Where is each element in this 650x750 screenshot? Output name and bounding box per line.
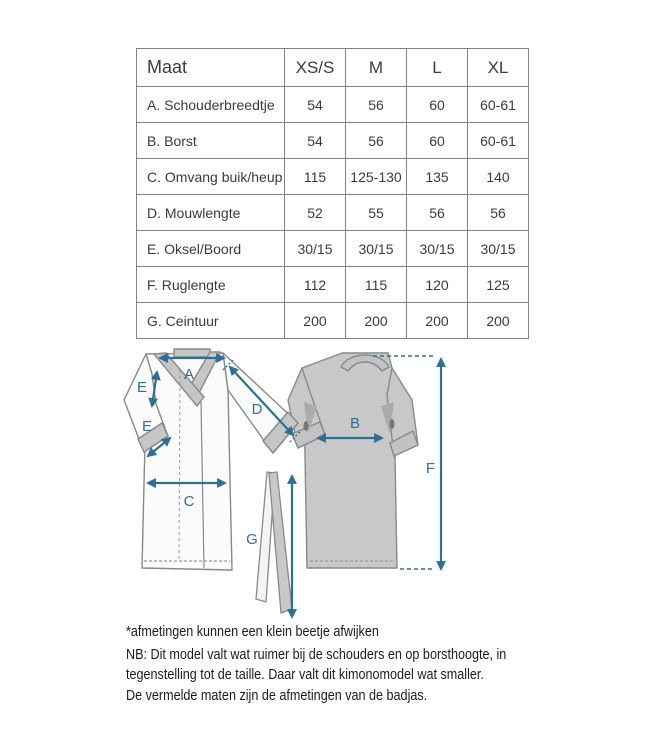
front-neck-band (174, 349, 210, 357)
table-header-row (137, 49, 529, 87)
header-cell-xss: XS/S (285, 49, 346, 87)
diagram-label-f: F (425, 460, 435, 477)
note-nb-line3: De vermelde maten zijn de afmetingen van de badjas. (126, 686, 428, 704)
table-cell: 60 (407, 123, 468, 159)
table-cell: 30/15 (407, 231, 468, 267)
footnotes (126, 622, 546, 706)
row-label: B. Borst (137, 123, 285, 159)
table-row (137, 267, 529, 303)
table-cell: 60-61 (468, 87, 529, 123)
diagram-label-d: D (251, 401, 263, 418)
table-cell: 115 (346, 267, 407, 303)
table-cell: 125-130 (346, 159, 407, 195)
diagram-label-e-top: E (136, 379, 148, 396)
note-asterisk: *afmetingen kunnen een klein beetje afwijken (126, 623, 379, 640)
belt-illustration (256, 472, 292, 613)
table-cell: 200 (468, 303, 529, 339)
diagram-label-a: A (183, 366, 195, 383)
table-cell: 140 (468, 159, 529, 195)
row-label: C. Omvang buik/heup (137, 159, 285, 195)
table-cell: 60 (407, 87, 468, 123)
header-cell-l: L (407, 49, 468, 87)
table-cell: 115 (285, 159, 346, 195)
table-cell: 30/15 (285, 231, 346, 267)
table-row (137, 303, 529, 339)
table-cell: 120 (407, 267, 468, 303)
table-row (137, 159, 529, 195)
table-cell: 56 (407, 195, 468, 231)
header-cell-m: M (346, 49, 407, 87)
table-cell: 135 (407, 159, 468, 195)
row-label: D. Mouwlengte (137, 195, 285, 231)
table-cell: 200 (407, 303, 468, 339)
table-cell: 54 (285, 87, 346, 123)
table-row (137, 123, 529, 159)
row-label: F. Ruglengte (137, 267, 285, 303)
table-cell: 125 (468, 267, 529, 303)
table-cell: 200 (285, 303, 346, 339)
table-cell: 60-61 (468, 123, 529, 159)
diagram-label-g: G (246, 531, 258, 548)
table-cell: 52 (285, 195, 346, 231)
table-cell: 30/15 (468, 231, 529, 267)
table-cell: 56 (468, 195, 529, 231)
header-cell-xl: XL (468, 49, 529, 87)
diagram-label-e-cuff: E (141, 418, 153, 435)
table-cell: 30/15 (346, 231, 407, 267)
diagram-label-c: C (183, 493, 195, 510)
size-table (136, 48, 529, 339)
table-row (137, 87, 529, 123)
note-nb-line2: tegenstelling tot de taille. Daar valt dit kimonomodel wat smaller. (126, 666, 484, 683)
table-cell: 56 (346, 87, 407, 123)
diagram-label-b: B (349, 415, 361, 432)
note-nb-line1: NB: Dit model valt wat ruimer bij de schouders en op borsthoogte, in (126, 645, 507, 663)
table-cell: 200 (346, 303, 407, 339)
header-cell-maat: Maat (137, 49, 285, 87)
table-cell: 112 (285, 267, 346, 303)
row-label: E. Oksel/Boord (137, 231, 285, 267)
size-diagram-svg (120, 340, 465, 635)
table-row (137, 231, 529, 267)
table-cell: 55 (346, 195, 407, 231)
robe-back-illustration (288, 353, 418, 568)
table-row (137, 195, 529, 231)
table-cell: 54 (285, 123, 346, 159)
robe-front-illustration (124, 349, 298, 570)
table-cell: 56 (346, 123, 407, 159)
row-label: G. Ceintuur (137, 303, 285, 339)
row-label: A. Schouderbreedtje (137, 87, 285, 123)
